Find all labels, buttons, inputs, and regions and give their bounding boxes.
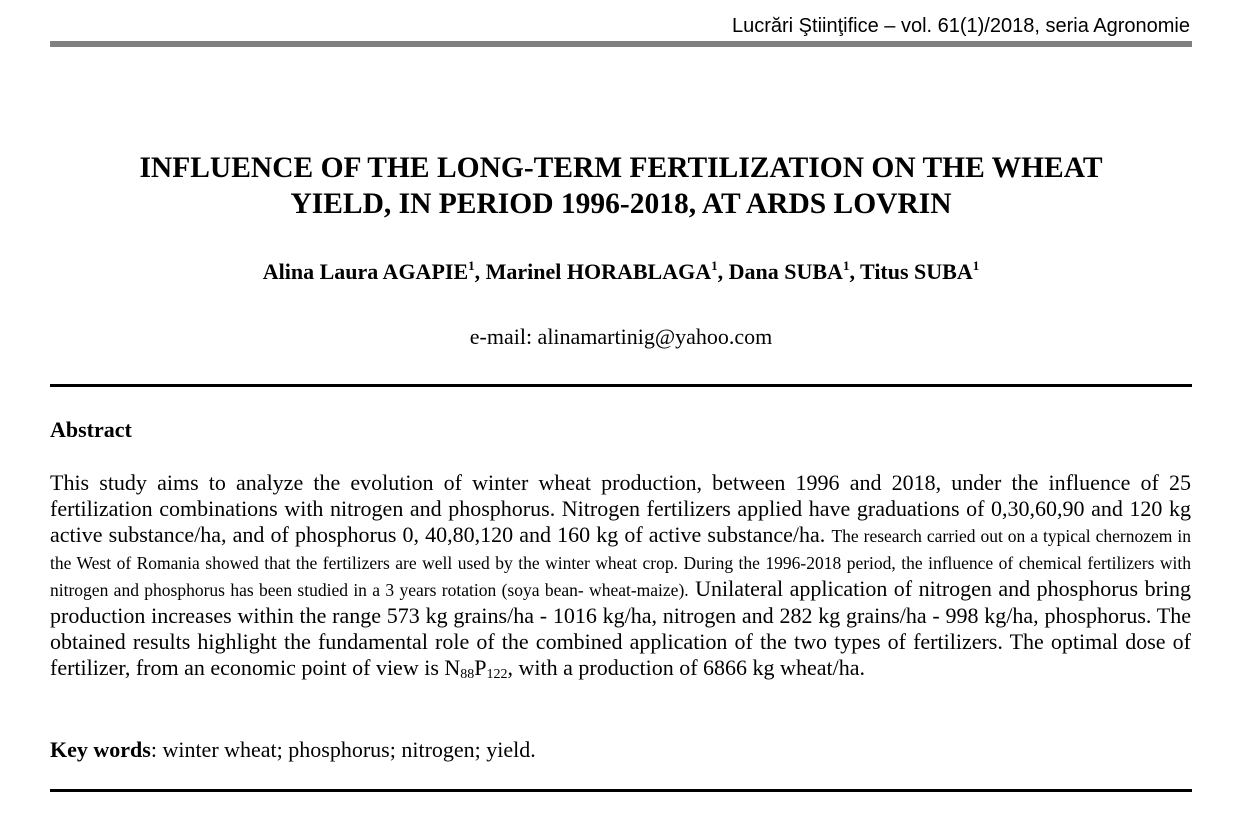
- abstract-part-4: , with a production of 6866 kg wheat/ha.: [507, 655, 865, 680]
- author-name: Marinel HORABLAGA: [485, 259, 712, 284]
- abstract-part-2: The research carried out on a typical chernozem in the West of Romania showed that the fertilizers are well used by the winter wheat crop. During the 1996-2018 period, the influence of chemical fertilizers with nitrogen and phosphorus has been studied in a 3 years rotation (soya bean- wheat-maize).: [50, 526, 1192, 600]
- dose-nitrogen-value: 88: [460, 667, 475, 682]
- author-list: Alina Laura AGAPIE$^1$, Marinel HORABLAGA$^1$, Dana SUBA$^1$, Titus SUBA$^1$: [262, 258, 980, 284]
- contact-email: e-mail: alinamartinig@yahoo.com: [469, 324, 773, 349]
- dose-phosphorus-symbol: P: [474, 655, 487, 680]
- author-affiliation: 1: [468, 258, 475, 273]
- author-name: Dana SUBA: [728, 259, 843, 284]
- section-divider-top: [50, 384, 1192, 387]
- keywords: [50, 736, 536, 764]
- optimal-dose: [444, 655, 507, 680]
- paper-title: [50, 150, 1192, 222]
- dose-nitrogen-symbol: N: [444, 655, 461, 680]
- abstract-part-1: This study aims to analyze the evolution of winter wheat production, between 1996 and 2018, under the influence of 25 fertilization combinations with nitrogen and phosphorus. Nitrogen fertilizers applied have graduations of 0,30,60,90 and 120 kg active substance/ha, and of phosphorus 0, 40,80,120 and 160 kg of active substance/ha.: [50, 470, 1191, 547]
- author-affiliation: 1: [711, 258, 718, 273]
- keywords-text: : winter wheat; phosphorus; nitrogen; yield.: [150, 737, 536, 762]
- author-name: Titus SUBA: [860, 259, 973, 284]
- author-affiliation: 1: [972, 258, 980, 273]
- abstract-part-3: Unilateral application of nitrogen and phosphorus bring production increases within the range 573 kg grains/ha - 1016 kg/ha, nitrogen and 282 kg grains/ha - 998 kg/ha, phosphorus. The obtained results highlight the fundamental role of the combined application of the two types of fertilizers. The optimal dose of fertilizer, from an economic point of view is: [50, 576, 1192, 680]
- author-affiliation: 1: [842, 258, 850, 273]
- abstract-heading: Abstract: [50, 417, 132, 442]
- abstract-text: [50, 470, 1191, 681]
- header-divider: [50, 41, 1192, 47]
- author-name: Alina Laura AGAPIE: [262, 259, 469, 284]
- journal-running-header: Lucrări Ştiinţifice – vol. 61(1)/2018, seria Agronomie: [731, 15, 1190, 37]
- title-line-1: INFLUENCE OF THE LONG-TERM FERTILIZATION ON THE WHEAT: [139, 152, 1103, 184]
- keywords-label: Key words: [50, 737, 151, 762]
- section-divider-bottom: [50, 789, 1192, 792]
- dose-phosphorus-value: 122: [486, 667, 508, 682]
- title-line-2: YIELD, IN PERIOD 1996-2018, AT ARDS LOVRIN: [290, 188, 952, 220]
